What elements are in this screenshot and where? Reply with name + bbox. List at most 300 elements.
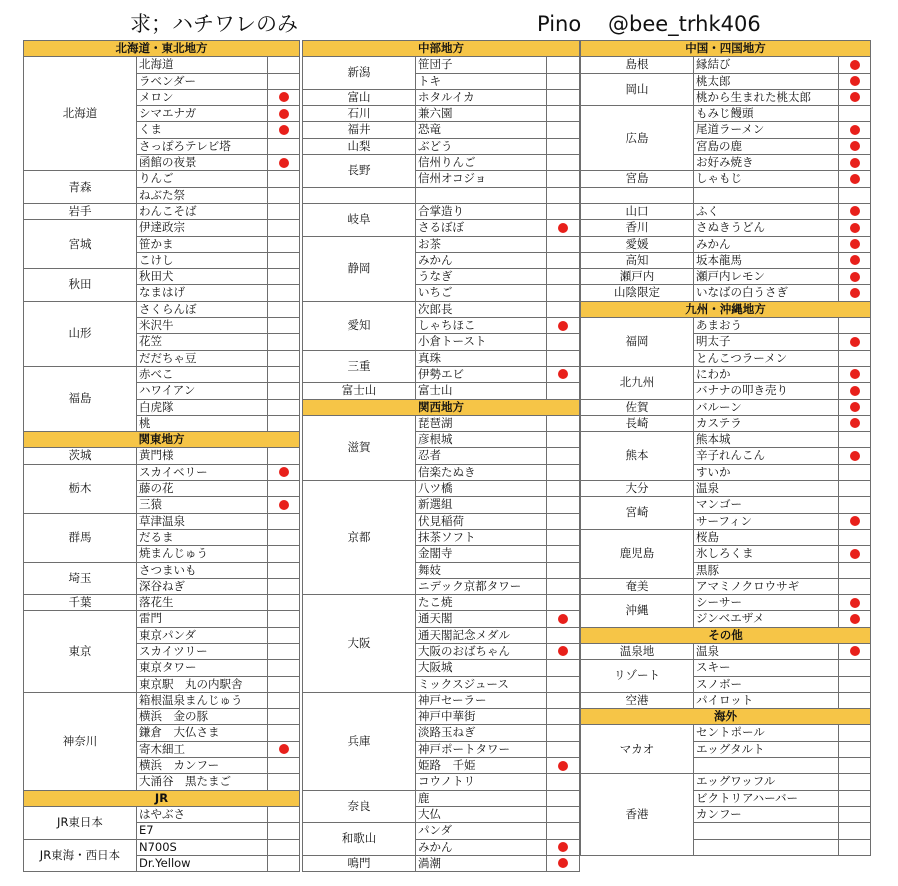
item-name: ねぶた祭: [137, 187, 268, 203]
region-name: 静岡: [303, 236, 416, 301]
mark-cell: [547, 350, 580, 366]
item-name: さっぽろテレビ塔: [137, 138, 268, 154]
region-name: 富士山: [303, 383, 416, 399]
mark-cell: [268, 660, 300, 676]
region-name: 北海道: [24, 57, 137, 171]
section-header: 海外: [581, 709, 871, 725]
red-dot-icon: [850, 386, 860, 396]
mark-cell: [839, 155, 871, 171]
item-row: [581, 57, 871, 73]
region-name: 兵庫: [303, 692, 416, 790]
mark-cell: [268, 334, 300, 350]
section-header-row: [581, 41, 871, 57]
mark-cell: [547, 660, 580, 676]
region-name: 大阪: [303, 595, 416, 693]
item-row: [24, 839, 300, 855]
item-row: [24, 562, 300, 578]
item-name: ハワイアン: [137, 383, 268, 399]
region-name: 広島: [581, 106, 694, 171]
item-row: [581, 106, 871, 122]
mark-cell: [547, 301, 580, 317]
item-name: だるま: [137, 529, 268, 545]
item-name: 横浜 金の豚: [137, 709, 268, 725]
item-name: 桜島: [694, 529, 839, 545]
item-name: ホタルイカ: [416, 89, 547, 105]
red-dot-icon: [850, 337, 860, 347]
mark-cell: [268, 513, 300, 529]
item-name: コウノトリ: [416, 774, 547, 790]
mark-cell: [547, 73, 580, 89]
mark-cell: [839, 660, 871, 676]
item-name: 信楽たぬき: [416, 464, 547, 480]
item-row: [581, 252, 871, 268]
item-row: [24, 57, 300, 73]
mark-cell: [839, 187, 871, 203]
section-header-row: [581, 709, 871, 725]
item-row: [581, 269, 871, 285]
region-name: 山口: [581, 203, 694, 219]
section-header-row: [303, 399, 580, 415]
item-name: すいか: [694, 464, 839, 480]
item-row: [24, 595, 300, 611]
item-name: 神戸セーラー: [416, 692, 547, 708]
mark-cell: [547, 138, 580, 154]
mark-cell: [547, 448, 580, 464]
item-name: くま: [137, 122, 268, 138]
item-name: 合掌造り: [416, 203, 547, 219]
item-name: 通天閣: [416, 611, 547, 627]
item-name: メロン: [137, 89, 268, 105]
mark-cell: [839, 758, 871, 774]
region-name: 青森: [24, 171, 137, 204]
item-name: いちご: [416, 285, 547, 301]
item-name: 焼まんじゅう: [137, 546, 268, 562]
item-name: 温泉: [694, 481, 839, 497]
mark-cell: [547, 758, 580, 774]
mark-cell: [839, 464, 871, 480]
item-name: シーサー: [694, 595, 839, 611]
mark-cell: [268, 301, 300, 317]
item-name: [694, 823, 839, 839]
item-name: ぶどう: [416, 138, 547, 154]
item-name: さぬきうどん: [694, 220, 839, 236]
red-dot-icon: [558, 761, 568, 771]
item-name: 桃太郎: [694, 73, 839, 89]
mark-cell: [547, 823, 580, 839]
region-name: 秋田: [24, 269, 137, 302]
item-name: 伊勢エビ: [416, 366, 547, 382]
red-dot-icon: [850, 451, 860, 461]
mark-cell: [268, 774, 300, 790]
region-name: 山梨: [303, 138, 416, 154]
mark-cell: [268, 692, 300, 708]
item-name: しゃもじ: [694, 171, 839, 187]
item-name: ニデック京都タワー: [416, 578, 547, 594]
item-name: 落花生: [137, 595, 268, 611]
mark-cell: [547, 481, 580, 497]
mark-cell: [839, 220, 871, 236]
mark-cell: [547, 366, 580, 382]
region-name: 瀬戸内: [581, 269, 694, 285]
item-name: 白虎隊: [137, 399, 268, 415]
item-row: [303, 415, 580, 431]
region-name: 奈良: [303, 790, 416, 823]
item-name: 黒豚: [694, 562, 839, 578]
mark-cell: [268, 725, 300, 741]
item-name: ジンベエザメ: [694, 611, 839, 627]
mark-cell: [268, 578, 300, 594]
item-row: [581, 187, 871, 203]
red-dot-icon: [558, 369, 568, 379]
mark-cell: [268, 415, 300, 431]
mark-cell: [268, 73, 300, 89]
item-row: [303, 692, 580, 708]
mark-cell: [268, 595, 300, 611]
red-dot-icon: [558, 223, 568, 233]
item-name: スキー: [694, 660, 839, 676]
item-row: [303, 187, 580, 203]
item-name: 忍者: [416, 448, 547, 464]
mark-cell: [839, 252, 871, 268]
item-row: [303, 236, 580, 252]
mark-cell: [547, 676, 580, 692]
item-name: さるぼぼ: [416, 220, 547, 236]
red-dot-icon: [279, 92, 289, 102]
item-name: さくらんぼ: [137, 301, 268, 317]
mark-cell: [268, 823, 300, 839]
item-name: 黄門様: [137, 448, 268, 464]
region-name: JR東海・西日本: [24, 839, 137, 872]
item-row: [303, 138, 580, 154]
item-name: カステラ: [694, 415, 839, 431]
item-name: 大仏: [416, 806, 547, 822]
item-name: 藤の花: [137, 481, 268, 497]
section-header-row: [24, 41, 300, 57]
mark-cell: [839, 318, 871, 334]
mark-cell: [547, 546, 580, 562]
item-name: セントポール: [694, 725, 839, 741]
mark-cell: [547, 627, 580, 643]
region-name: 東京: [24, 611, 137, 692]
mark-cell: [839, 546, 871, 562]
item-name: 尾道ラーメン: [694, 122, 839, 138]
mark-cell: [547, 334, 580, 350]
red-dot-icon: [850, 92, 860, 102]
mark-cell: [268, 497, 300, 513]
mark-cell: [268, 676, 300, 692]
mark-cell: [547, 643, 580, 659]
item-name: 淡路玉ねぎ: [416, 725, 547, 741]
item-row: [581, 415, 871, 431]
item-name: 桃: [137, 415, 268, 431]
mark-cell: [839, 366, 871, 382]
section-header: 中国・四国地方: [581, 41, 871, 57]
item-name: 真珠: [416, 350, 547, 366]
mark-cell: [268, 806, 300, 822]
mark-cell: [268, 106, 300, 122]
mark-cell: [547, 285, 580, 301]
item-name: 米沢牛: [137, 318, 268, 334]
item-name: ラベンダー: [137, 73, 268, 89]
item-name: 信州りんご: [416, 155, 547, 171]
red-dot-icon: [850, 239, 860, 249]
mark-cell: [547, 318, 580, 334]
red-dot-icon: [558, 842, 568, 852]
item-row: [581, 529, 871, 545]
mark-cell: [839, 643, 871, 659]
mark-cell: [268, 399, 300, 415]
mark-cell: [268, 122, 300, 138]
mark-cell: [268, 546, 300, 562]
mark-cell: [547, 89, 580, 105]
region-name: JR東日本: [24, 806, 137, 839]
item-name: 深谷ねぎ: [137, 578, 268, 594]
mark-cell: [839, 806, 871, 822]
item-name: 鎌倉 大仏さま: [137, 725, 268, 741]
item-name: 縁結び: [694, 57, 839, 73]
item-name: 鹿: [416, 790, 547, 806]
region-name: 茨城: [24, 448, 137, 464]
region-name: 北九州: [581, 366, 694, 399]
red-dot-icon: [850, 60, 860, 70]
region-name: 大分: [581, 481, 694, 497]
item-row: [24, 464, 300, 480]
item-name: 大阪のおばちゃん: [416, 643, 547, 659]
item-row: [24, 806, 300, 822]
section-header-row: [24, 790, 300, 806]
region-name: 宮城: [24, 220, 137, 269]
item-row: [581, 73, 871, 89]
mark-cell: [839, 73, 871, 89]
item-row: [24, 366, 300, 382]
mark-cell: [547, 513, 580, 529]
mark-cell: [839, 171, 871, 187]
item-row: [581, 497, 871, 513]
red-dot-icon: [850, 174, 860, 184]
mark-cell: [268, 643, 300, 659]
mark-cell: [268, 236, 300, 252]
red-dot-icon: [850, 418, 860, 428]
mark-cell: [268, 155, 300, 171]
mark-cell: [839, 432, 871, 448]
item-name: スカイツリー: [137, 643, 268, 659]
region-name: 岐阜: [303, 203, 416, 236]
red-dot-icon: [850, 614, 860, 624]
mark-cell: [268, 627, 300, 643]
region-name: 石川: [303, 106, 416, 122]
red-dot-icon: [850, 402, 860, 412]
item-name: 通天閣記念メダル: [416, 627, 547, 643]
item-row: [303, 790, 580, 806]
item-row: [581, 399, 871, 415]
region-name: 新潟: [303, 57, 416, 90]
red-dot-icon: [279, 744, 289, 754]
item-row: [303, 855, 580, 871]
region-name: 温泉地: [581, 643, 694, 659]
mark-cell: [839, 497, 871, 513]
item-row: [581, 285, 871, 301]
item-name: 大阪城: [416, 660, 547, 676]
mark-cell: [547, 529, 580, 545]
item-name: [694, 839, 839, 855]
mark-cell: [839, 122, 871, 138]
mark-cell: [268, 269, 300, 285]
item-row: [24, 692, 300, 708]
mark-cell: [547, 709, 580, 725]
mark-cell: [839, 57, 871, 73]
item-name: 笹かま: [137, 236, 268, 252]
mark-cell: [839, 383, 871, 399]
mark-cell: [268, 220, 300, 236]
item-name: 宮島の鹿: [694, 138, 839, 154]
item-name: 恐竜: [416, 122, 547, 138]
mark-cell: [547, 774, 580, 790]
header-title: 求；ハチワレのみ: [130, 12, 298, 36]
item-name: にわか: [694, 366, 839, 382]
item-name: 東京タワー: [137, 660, 268, 676]
mark-cell: [268, 383, 300, 399]
mark-cell: [268, 709, 300, 725]
item-name: [416, 187, 547, 203]
header-name: Pino: [537, 12, 582, 36]
item-row: [303, 57, 580, 73]
item-name: 抹茶ソフト: [416, 529, 547, 545]
region-name: 群馬: [24, 513, 137, 562]
mark-cell: [547, 236, 580, 252]
region-name: 京都: [303, 481, 416, 595]
item-name: 寄木細工: [137, 741, 268, 757]
item-name: 函館の夜景: [137, 155, 268, 171]
section-header: 関西地方: [303, 399, 580, 415]
region-name: 長崎: [581, 415, 694, 431]
section-header: 関東地方: [24, 432, 300, 448]
item-name: アマミノクロウサギ: [694, 578, 839, 594]
mark-cell: [268, 529, 300, 545]
red-dot-icon: [850, 272, 860, 282]
item-row: [303, 595, 580, 611]
item-row: [581, 236, 871, 252]
region-name: 岡山: [581, 73, 694, 106]
red-dot-icon: [558, 321, 568, 331]
region-name: 栃木: [24, 464, 137, 513]
region-name: 鳴門: [303, 855, 416, 871]
item-row: [24, 203, 300, 219]
header-handle: @bee_trhk406: [608, 12, 761, 36]
red-dot-icon: [850, 125, 860, 135]
red-dot-icon: [850, 369, 860, 379]
region-name: 和歌山: [303, 823, 416, 856]
red-dot-icon: [850, 255, 860, 265]
region-name: 宮崎: [581, 497, 694, 530]
item-name: ミックスジュース: [416, 676, 547, 692]
mark-cell: [268, 252, 300, 268]
item-row: [24, 448, 300, 464]
region-name: 三重: [303, 350, 416, 383]
item-name: シマエナガ: [137, 106, 268, 122]
mark-cell: [547, 269, 580, 285]
mark-cell: [839, 236, 871, 252]
item-row: [303, 106, 580, 122]
region-name: 愛媛: [581, 236, 694, 252]
item-row: [581, 595, 871, 611]
item-name: お好み焼き: [694, 155, 839, 171]
item-row: [581, 220, 871, 236]
item-name: 大涌谷 黒たまご: [137, 774, 268, 790]
item-name: ふく: [694, 203, 839, 219]
item-row: [581, 578, 871, 594]
mark-cell: [547, 432, 580, 448]
item-name: 熊本城: [694, 432, 839, 448]
column-chubu-kansai: [302, 40, 580, 872]
item-name: だだちゃ豆: [137, 350, 268, 366]
mark-cell: [268, 562, 300, 578]
item-name: 信州オコジョ: [416, 171, 547, 187]
column-chugoku-kyushu-overseas: [580, 40, 871, 856]
mark-cell: [839, 676, 871, 692]
mark-cell: [839, 89, 871, 105]
mark-cell: [839, 741, 871, 757]
mark-cell: [839, 692, 871, 708]
region-name: 佐賀: [581, 399, 694, 415]
mark-cell: [839, 578, 871, 594]
region-name: 福島: [24, 366, 137, 431]
region-name: 富山: [303, 89, 416, 105]
region-name: 空港: [581, 692, 694, 708]
item-name: 伊達政宗: [137, 220, 268, 236]
mark-cell: [839, 823, 871, 839]
mark-cell: [547, 106, 580, 122]
item-name: バナナの叩き売り: [694, 383, 839, 399]
item-row: [581, 692, 871, 708]
item-name: うなぎ: [416, 269, 547, 285]
item-name: お茶: [416, 236, 547, 252]
section-header: その他: [581, 627, 871, 643]
mark-cell: [839, 839, 871, 855]
mark-cell: [839, 774, 871, 790]
mark-cell: [268, 171, 300, 187]
region-name: 高知: [581, 252, 694, 268]
item-name: 笹団子: [416, 57, 547, 73]
item-row: [24, 611, 300, 627]
red-dot-icon: [279, 467, 289, 477]
item-name: 三猿: [137, 497, 268, 513]
mark-cell: [547, 122, 580, 138]
mark-cell: [839, 203, 871, 219]
mark-cell: [268, 57, 300, 73]
item-name: 富士山: [416, 383, 547, 399]
item-name: N700S: [137, 839, 268, 855]
item-name: はやぶさ: [137, 806, 268, 822]
mark-cell: [547, 415, 580, 431]
item-name: 雷門: [137, 611, 268, 627]
region-name: 福岡: [581, 318, 694, 367]
mark-cell: [839, 334, 871, 350]
item-name: 明太子: [694, 334, 839, 350]
item-name: 神戸中華街: [416, 709, 547, 725]
mark-cell: [547, 220, 580, 236]
region-name: 長野: [303, 155, 416, 188]
mark-cell: [839, 415, 871, 431]
region-name: 熊本: [581, 432, 694, 481]
mark-cell: [839, 106, 871, 122]
mark-cell: [547, 171, 580, 187]
item-row: [581, 432, 871, 448]
mark-cell: [268, 285, 300, 301]
mark-cell: [268, 611, 300, 627]
item-name: 金閣寺: [416, 546, 547, 562]
mark-cell: [268, 758, 300, 774]
item-name: 桃から生まれた桃太郎: [694, 89, 839, 105]
